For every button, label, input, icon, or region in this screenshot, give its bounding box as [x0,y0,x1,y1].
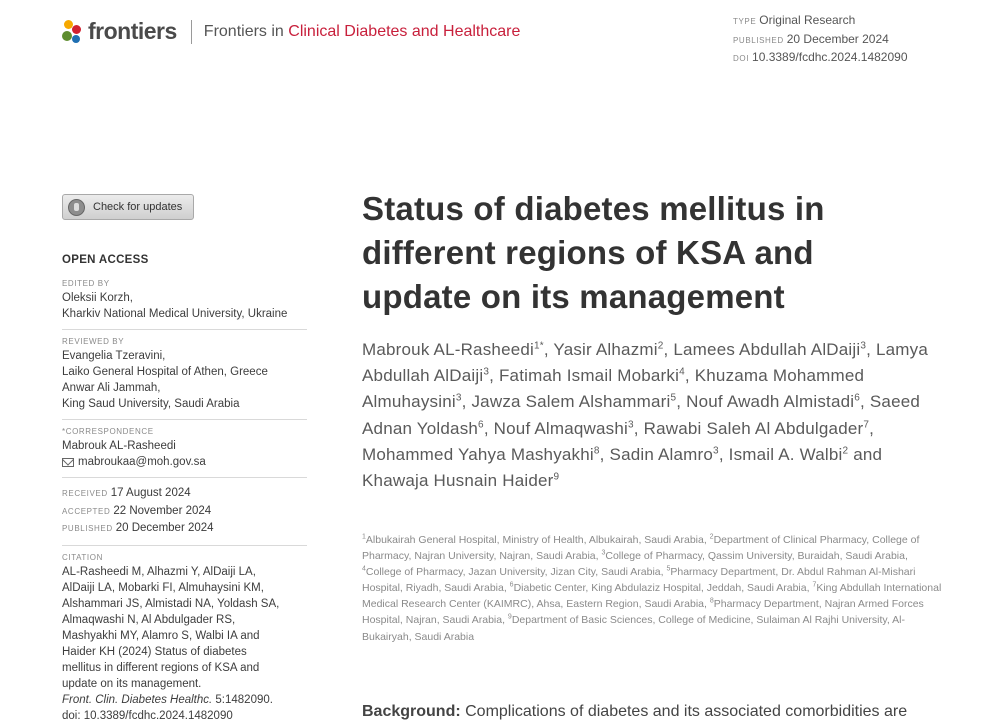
affiliation-text: College of Pharmacy, Qassim University, Buraidah, Saudi Arabia, [605,550,908,563]
author-name-text: Ismail A. Walbi [728,444,843,464]
logo-text: frontiers [88,18,177,44]
published-date-label: PUBLISHED [62,524,113,533]
citation-doi-link[interactable]: doi: 10.3389/fcdhc.2024.1482090 [62,709,233,722]
citation-line: mellitus in different regions of KSA and [62,661,260,674]
author-name-text: Khawaja Husnain Haider [362,471,554,491]
author-affiliation-marker: 3 [713,445,719,457]
author-name-text: Lamya Abdullah AlDaiji [362,340,929,386]
author-name-text: Nouf Almaqwashi [493,418,629,438]
accepted-row [62,503,307,521]
author-affiliation-marker: 3 [860,340,867,352]
doi-link[interactable]: 10.3389/fcdhc.2024.1482090 [752,50,908,64]
check-for-updates-button[interactable] [62,194,194,220]
author-name-text: Mohammed Yahya Mashyakhi [362,444,594,464]
accepted-value: 22 November 2024 [113,504,212,517]
received-row [62,485,307,503]
edited-by-label: EDITED BY [62,279,110,288]
author-name[interactable] [644,419,870,438]
author-name-text: Sadin Alamro [609,444,714,464]
affiliation-marker: 7 [812,581,817,589]
author-name[interactable] [471,392,676,411]
journal-header [62,18,520,45]
published-value: 20 December 2024 [786,31,889,46]
author-name[interactable] [686,392,860,411]
author-name-text: Jawza Salem Alshammari [471,392,671,412]
author-list: Mabrouk AL-Rasheedi$^{1*}$, Yasir Alhazmi$^2$, Lamees Abdullah AlDaiji$^3$, Lamya Abdullah AlDaiji$^3$, Fatimah Ismail Mobarki$^4$, Khuzama Mohammed Almuhaysini$^3$, Jawza Salem Alshammari$^5$, Nouf Awadh Almistadi$^6$, Saeed Adnan Yoldash$^6$, Nouf Almaqwashi$^3$, Rawabi Saleh Al Abdulgader$^7$, Mohammed Yahya Mashyakhi$^8$, Sadin Alamro$^3$, Ismail A. Walbi$^2$ and Khawaja Husnain Haider$^9$ [362,340,929,491]
dates-section [62,485,307,546]
article-title: Status of diabetes mellitus in different regions of KSA and update on its management [362,190,825,315]
journal-name: Clinical Diabetes and Healthcare [288,22,521,40]
correspondence-email-row [62,454,307,470]
author-affiliation-marker: 6 [478,418,484,430]
affiliation-text: Department of Clinical Pharmacy, College of Pharmacy, Najran University, Najran, Saudi Arabia, [362,534,920,563]
published-row [733,31,908,50]
doi-row [733,49,908,68]
author-name[interactable] [499,366,685,385]
received-label: RECEIVED [62,489,108,498]
journal-title[interactable] [204,23,521,41]
correspondence-section [62,427,307,478]
affiliation-marker: 9 [507,613,512,621]
abstract-first-line [362,703,907,721]
doi-label: DOI [733,54,750,63]
author-name-text: Lamees Abdullah AlDaiji [673,340,861,359]
article-meta [733,12,908,68]
author-name[interactable] [362,340,544,359]
author-affiliation-marker: 8 [593,445,600,457]
affiliation-text: Pharmacy Department, Najran Armed Forces Hospital, Najran, Saudi Arabia, [362,598,924,627]
affiliation-marker: 4 [362,565,366,573]
citation-journal: Front. Clin. Diabetes Healthc. [62,693,213,706]
author-name[interactable] [494,419,634,438]
author-affiliation-marker: 1* [534,340,544,352]
published-label: PUBLISHED [733,35,784,45]
author-affiliation-marker: 9 [553,471,560,483]
sidebar [62,254,307,724]
author-name[interactable] [362,471,559,490]
author-name[interactable] [673,340,866,359]
header-divider [191,20,192,44]
author-name[interactable] [553,340,663,359]
reviewed-by-line: Anwar Ali Jammah, [62,382,161,394]
author-affiliation-marker: 2 [842,445,849,457]
author-name-text: Saeed Adnan Yoldash [362,392,921,438]
author-affiliation-marker: 3 [455,392,462,404]
reviewed-by-line: King Saud University, Saudi Arabia [62,398,240,410]
author-name-text: Nouf Awadh Almistadi [686,392,855,412]
author-affiliation-marker: 3 [628,418,634,430]
author-name-text: Khuzama Mohammed Almuhaysini [362,366,865,412]
affiliation-text: Department of Basic Sciences, College of Medicine, Sulaiman Al Rajhi University, Al-Bukairyah, Saudi Arabia [362,614,905,643]
citation-line: Haider KH (2024) Status of diabetes [62,645,247,658]
affiliation-marker: 3 [601,549,606,557]
affiliation-text: College of Pharmacy, Jazan University, Jizan City, Saudi Arabia, [365,566,667,579]
author-name-text: Rawabi Saleh Al Abdulgader [643,418,864,438]
bookmark-icon [68,199,85,216]
author-name-text: Mabrouk AL-Rasheedi [362,340,535,359]
article-type-row [733,12,908,31]
frontiers-logo-icon [62,19,82,45]
affiliation-marker: 6 [509,581,514,589]
affiliation-marker: 2 [709,533,714,541]
accepted-label: ACCEPTED [62,506,111,516]
author-name[interactable] [362,445,600,464]
author-name[interactable] [729,445,849,464]
affiliation-text: King Abdullah International Medical Research Center (KAIMRC), Ahsa, Eastern Region, Saudi Arabia, [362,582,942,611]
author-affiliation-marker: 3 [483,366,490,378]
check-for-updates-label: Check for updates [93,201,183,213]
citation-line: update on its management. [62,677,202,690]
author-affiliation-marker: 4 [679,366,685,378]
author-name[interactable] [610,445,719,464]
published-date-row [62,520,307,538]
correspondence-label: *CORRESPONDENCE [62,427,154,436]
author-affiliation-marker: 2 [657,340,664,352]
reviewed-by-section [62,337,307,420]
affiliations [362,532,942,645]
open-access-label: OPEN ACCESS [62,254,149,266]
envelope-icon [62,458,74,467]
edited-by-line: Kharkiv National Medical University, Ukraine [62,308,288,320]
affiliation-text: Diabetic Center, King Abdulaziz Hospital, Jeddah, Saudi Arabia, [513,582,813,595]
citation-volume: 5:1482090. [212,693,273,706]
author-affiliation-marker: 7 [863,418,870,430]
affiliation-text: Albukairah General Hospital, Ministry of Health, Albukairah, Saudi Arabia, [365,534,710,546]
citation-journal-line [62,692,307,708]
citation-line: AL-Rasheedi M, Alhazmi Y, AlDaiji LA, [62,565,256,578]
reviewed-by-line: Evangelia Tzeravini, [62,350,166,362]
abstract-background-text: Complications of diabetes and its associated comorbidities are [460,703,908,720]
journal-prefix: Frontiers in [203,22,289,40]
citation-line: Mashyakhi MY, Alamro S, Walbi IA and [62,629,260,642]
author-name-text: Fatimah Ismail Mobarki [498,366,680,386]
citation-line: AlDaiji LA, Mobarki FI, Almuhaysini KM, [62,581,264,594]
type-label: TYPE [733,17,757,26]
affiliation-text: Pharmacy Department, Dr. Abdul Rahman Al-Mishari Hospital, Riyadh, Saudi Arabia, [362,566,916,595]
type-value: Original Research [759,13,856,27]
author-affiliation-marker: 5 [670,392,677,404]
citation-line: Alshammari JS, Almistadi NA, Yoldash SA, [62,597,280,610]
author-affiliation-marker: 6 [854,392,861,404]
citation-section [62,553,307,724]
frontiers-logo[interactable] [62,18,177,45]
affiliation-marker: 8 [709,597,714,605]
citation-line: Almaqwashi N, Al Abdulgader RS, [62,613,236,626]
received-value: 17 August 2024 [110,487,191,499]
reviewed-by-label: REVIEWED BY [62,337,125,346]
published-date-value: 20 December 2024 [115,522,214,534]
affiliation-marker: 1 [362,533,366,541]
edited-by-section [62,279,307,330]
author-name-text: Yasir Alhazmi [553,340,658,359]
affiliation-marker: 5 [666,565,671,573]
edited-by-line: Oleksii Korzh, [62,292,133,304]
correspondence-email-link[interactable]: mabroukaa@moh.gov.sa [78,456,206,468]
reviewed-by-line: Laiko General Hospital of Athen, Greece [62,366,268,378]
abstract-background-label: Background: [362,703,461,720]
citation-label: CITATION [62,552,103,562]
correspondence-name: Mabrouk AL-Rasheedi [62,440,176,452]
